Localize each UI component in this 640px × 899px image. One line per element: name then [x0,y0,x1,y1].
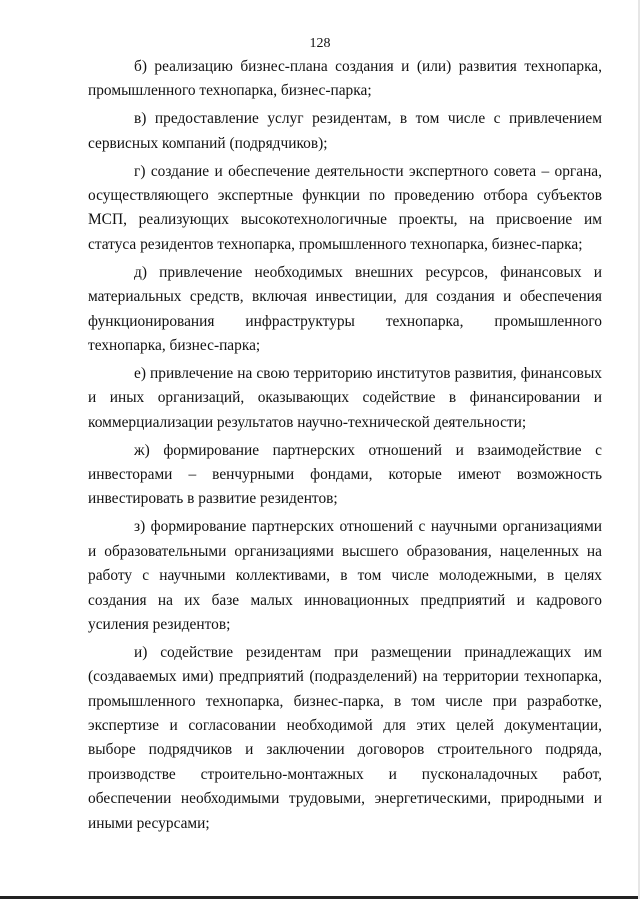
paragraph-z: з) формирование партнерских отношений с научными организациями и образовательными организациями высшего образования, нацеленных на работу с научными коллективами, в том числе молодежными, в целях создания на их базе малых инновационных предприятий и кадрового усиления резидентов; [88,518,602,633]
paragraph-b: б) реализацию бизнес-плана создания и (или) развития технопарка, промышленного технопарка, бизнес-парка; [88,58,602,100]
paragraph-v: в) предоставление услуг резидентам, в том числе с привлечением сервисных компаний (подрядчиков); [88,110,602,152]
paragraph-g: г) создание и обеспечение деятельности экспертного совета – органа, осуществляющего экспертные функции по проведению отбора субъектов МСП, реализующих высокотехнологичные проекты, на присвоение им статуса резидентов технопарка, промышленного технопарка, бизнес-парка; [88,162,602,253]
paragraph-i: и) содействие резидентам при размещении принадлежащих им (создаваемых ими) предприятий (подразделений) на территории технопарка, промышленного технопарка, бизнес-парка, в том числе при разработке, экспертизе и согласовании необходимой для этих целей документации, выборе подрядчиков и заключении договоров строительного подряда, производстве строительно-монтажных и пусконаладочных работ, обеспечении необходимыми трудовыми, энергетическими, природными и иными ресурсами; [88,643,602,832]
paragraph-e: е) привлечение на свою территорию институтов развития, финансовых и иных организаций, оказывающих содействие в финансировании и коммерциализации результатов научно-технической деятельности; [88,364,602,431]
page-number: 128 [309,36,331,51]
document-body [88,55,602,840]
paragraph-d: д) привлечение необходимых внешних ресурсов, финансовых и материальных средств, включая инвестиции, для создания и обеспечения функционирования инфраструктуры технопарка, промышленного технопарка, бизнес-парка; [88,263,602,354]
paragraph-zh: ж) формирование партнерских отношений и взаимодействие с инвесторами – венчурными фондами, которые имеют возможность инвестировать в развитие резидентов; [88,441,602,508]
